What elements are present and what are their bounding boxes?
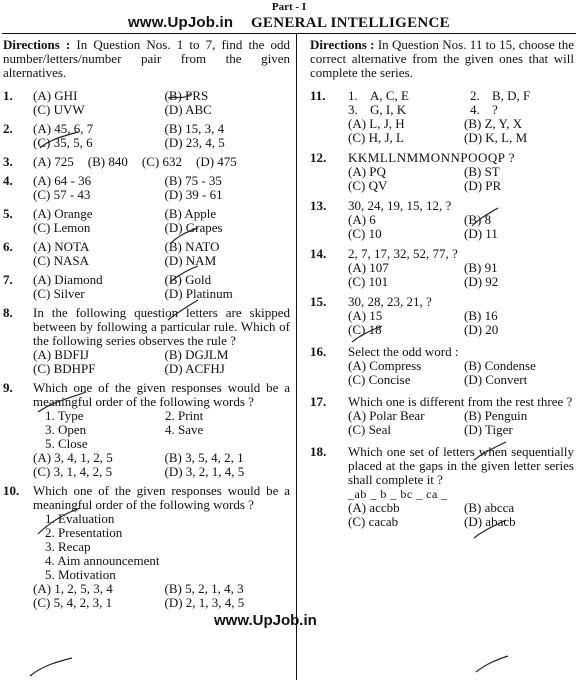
word-list [33,512,290,582]
option-a: (A) 1, 2, 5, 3, 4 [33,581,113,596]
answer-mark-q10 [30,658,72,676]
question-2 [3,122,290,150]
question-number: 5. [3,206,13,221]
option-d: (D) 2, 1, 3, 4, 5 [164,595,245,610]
option-d: (D) 23, 4, 5 [164,135,225,150]
option-b: (B) 91 [464,260,498,275]
option-c: (C) 57 - 43 [33,187,91,202]
option-a: (A) 107 [348,260,389,275]
question-stem: Which one is different from the rest three ? [348,394,573,409]
option-d: (D) 3, 2, 1, 4, 5 [164,464,245,479]
option-b: (B) 15, 3, 4 [164,121,225,136]
question-18 [310,445,574,529]
question-number: 14. [310,246,327,261]
term-number: 1. [348,88,358,103]
option-d: (D) Convert [464,372,528,387]
option-c: (C) cacab [348,514,399,529]
question-stem: Which one of the given responses would be a meaningful order of the following words ? [33,380,290,409]
word-item: 3. Open [45,422,87,437]
word-item: 5. Motivation [45,567,116,582]
letter-series: _ab _ b _ bc _ ca _ [348,487,448,501]
option-b: (B) Penguin [464,408,528,423]
option-a: (A) Compress [348,358,422,373]
question-15 [310,295,574,337]
option-a: (A) 725 [33,154,74,169]
word-item: 1. Evaluation [45,511,115,526]
option-d: (D) abacb [464,514,516,529]
term-number: 2. [470,88,480,103]
option-d: (D) 20 [464,322,499,337]
question-number: 2. [3,121,13,136]
option-d: (D) 11 [464,226,498,241]
word-item: 4. Save [165,422,204,437]
word-item: 2. Print [165,408,204,423]
directions-text: In Question Nos. 11 to 15, choose the correct alternative from the given ones that will complete the series. [310,37,575,80]
option-a: (A) PQ [348,164,386,179]
option-d: (D) Tiger [464,422,513,437]
question-number: 13. [310,198,327,213]
option-b: (B) Z, Y, X [464,116,523,131]
directions-block [3,38,290,80]
question-1 [3,89,290,117]
option-d: (D) PR [464,178,502,193]
question-10 [3,484,290,610]
option-c: (C) 18 [348,322,382,337]
page-header [0,14,578,32]
option-a: (A) Orange [33,206,93,221]
question-stem: Which one of the given responses would be a meaningful order of the following words ? [33,483,290,512]
term-value: A, C, E [370,88,409,103]
option-b: (B) DGJLM [164,347,229,362]
option-b: (B) NATO [164,239,220,254]
option-b: (B) 5, 2, 1, 4, 3 [164,581,244,596]
question-number: 10. [3,483,20,498]
right-column [310,38,574,535]
option-a: (A) 6 [348,212,376,227]
option-d: (D) 39 - 61 [164,187,223,202]
option-c: (C) NASA [33,253,89,268]
watermark-text: www.UpJob.in [214,612,317,629]
option-c: (C) 101 [348,274,389,289]
question-number: 12. [310,150,327,165]
option-d: (D) 475 [195,154,237,169]
question-stem: Which one set of letters when sequentially placed at the gaps in the given letter series shall complete it ? [348,444,574,487]
question-number: 15. [310,294,327,309]
word-item: 4. Aim announcement [45,553,160,568]
option-a: (A) Polar Bear [348,408,425,423]
question-6 [3,240,290,268]
column-divider [296,34,297,680]
option-c: (C) Silver [33,286,85,301]
question-number: 3. [3,154,13,169]
site-url: www.UpJob.in [128,14,234,31]
question-number: 8. [3,305,13,320]
option-b: (B) 75 - 35 [164,173,222,188]
question-stem: KKMLLNMMONNPOOQP ? [348,150,516,165]
option-b: (B) ST [464,164,500,179]
option-a: (A) 64 - 36 [33,173,92,188]
term-value: ? [492,102,498,117]
directions-block [310,38,574,80]
option-c: (C) 35, 5, 6 [33,135,93,150]
term-value: B, D, F [492,88,531,103]
option-b: (B) Gold [164,272,212,287]
question-number: 16. [310,344,327,359]
question-14 [310,247,574,289]
option-c: (C) H, J, L [348,130,404,145]
word-list [33,409,290,451]
option-d: (D) Platinum [164,286,233,301]
question-12 [310,151,574,193]
option-a: (A) BDFIJ [33,347,89,362]
term-value: G, I, K [370,102,407,117]
question-stem: Select the odd word : [348,344,459,359]
option-d: (D) 92 [464,274,499,289]
option-c: (C) 5, 4, 2, 3, 1 [33,595,113,610]
question-13 [310,199,574,241]
question-stem: 30, 24, 19, 15, 12, ? [348,198,452,213]
word-item: 2. Presentation [45,525,123,540]
word-item: 1. Type [45,408,84,423]
series-terms [348,89,574,117]
question-16 [310,345,574,387]
option-b: (B) 3, 5, 4, 2, 1 [164,450,244,465]
left-column [3,38,290,615]
option-b: (B) abcca [464,500,515,515]
question-8 [3,306,290,376]
option-a: (A) accbb [348,500,400,515]
term-number: 4. [470,102,480,117]
word-item: 3. Recap [45,539,91,554]
header-rule [2,33,576,34]
question-number: 9. [3,380,13,395]
question-4 [3,174,290,202]
answer-mark-q18 [476,656,508,672]
option-b: (B) 8 [464,212,492,227]
option-b: (B) PRS [164,88,209,103]
option-b: (B) 840 [87,154,128,169]
option-c: (C) Seal [348,422,391,437]
question-number: 11. [310,88,326,103]
question-number: 18. [310,444,327,459]
option-a: (A) 3, 4, 1, 2, 5 [33,450,113,465]
option-c: (C) 10 [348,226,382,241]
option-b: (B) Condense [464,358,536,373]
option-c: (C) BDHPF [33,361,96,376]
question-number: 17. [310,394,327,409]
option-d: (D) NAM [164,253,217,268]
option-c: (C) Concise [348,372,411,387]
question-17 [310,395,574,437]
question-stem: In the following question letters are skipped between by following a particular rule. Which of the following series observes the rule ? [33,305,290,348]
option-d: (D) Grapes [164,220,223,235]
option-c: (C) QV [348,178,388,193]
directions-label: Directions : [3,37,71,52]
option-b: (B) Apple [164,206,217,221]
question-5 [3,207,290,235]
term-number: 3. [348,102,358,117]
question-number: 6. [3,239,13,254]
option-a: (A) GHI [33,88,78,103]
option-b: (B) 16 [464,308,498,323]
option-c: (C) UVW [33,102,85,117]
question-11 [310,89,574,145]
option-d: (D) ABC [164,102,212,117]
option-a: (A) 15 [348,308,383,323]
option-c: (C) 3, 1, 4, 2, 5 [33,464,113,479]
option-c: (C) Lemon [33,220,91,235]
option-a: (A) 45, 6, 7 [33,121,94,136]
part-label: Part - I [271,1,307,13]
option-c: (C) 632 [141,154,182,169]
question-stem: 30, 28, 23, 21, ? [348,294,432,309]
question-3 [3,155,290,169]
question-stem: 2, 7, 17, 32, 52, 77, ? [348,246,458,261]
option-a: (A) Diamond [33,272,103,287]
question-9 [3,381,290,479]
option-a: (A) L, J, H [348,116,405,131]
word-item: 5. Close [45,436,88,451]
question-7 [3,273,290,301]
option-d: (D) ACFHJ [164,361,225,376]
option-a: (A) NOTA [33,239,90,254]
question-number: 1. [3,88,13,103]
directions-label: Directions : [310,37,375,52]
directions-text: In Question Nos. 1 to 7, find the odd number/letters/number pair from the given alternatives. [3,37,291,80]
option-d: (D) K, L, M [464,130,528,145]
question-number: 7. [3,272,13,287]
section-title: GENERAL INTELLIGENCE [250,15,450,31]
question-number: 4. [3,173,13,188]
